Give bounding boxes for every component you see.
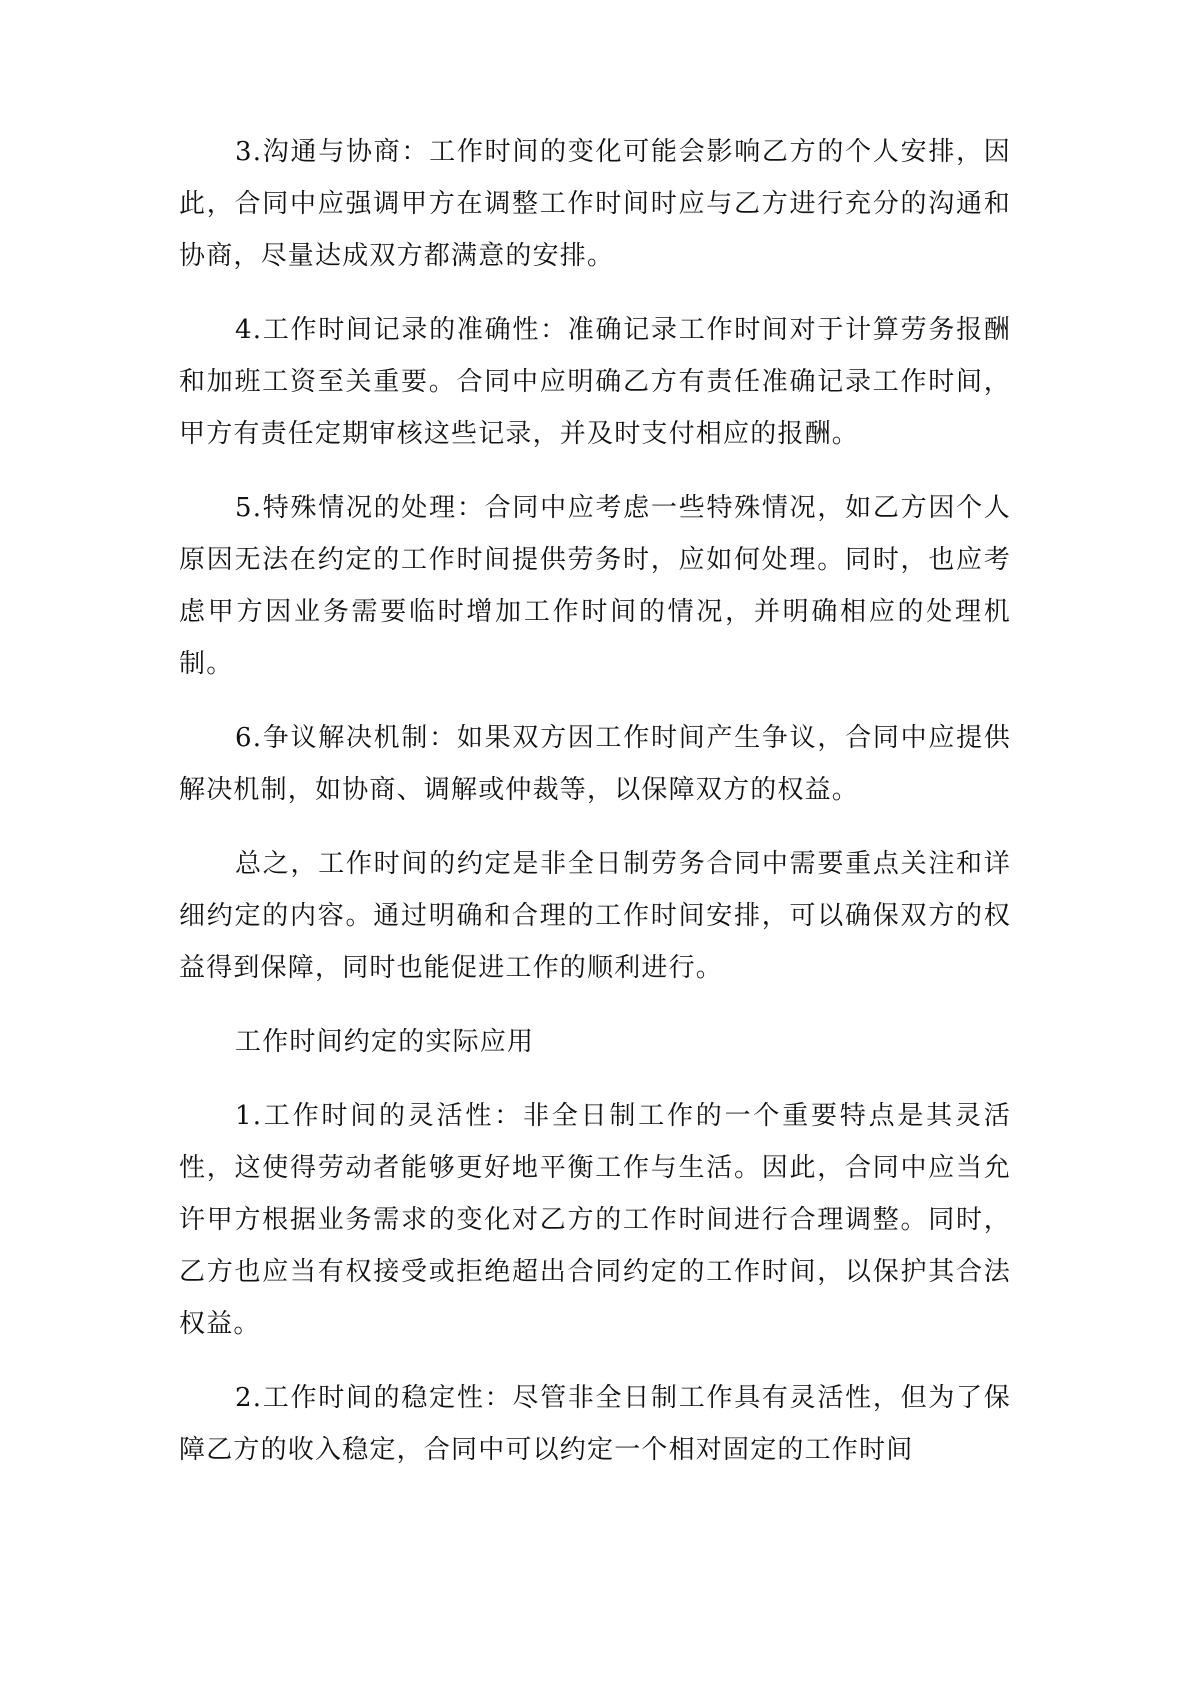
document-body xyxy=(179,126,1011,1498)
section-heading: 工作时间约定的实际应用 xyxy=(235,1027,535,1057)
paragraph-time-records: 4.工作时间记录的准确性：准确记录工作时间对于计算劳务报酬和加班工资至关重要。合同中应明确乙方有责任准确记录工作时间，甲方有责任定期审核这些记录，并及时支付相应的报酬。 xyxy=(179,315,1011,449)
paragraph-flexibility: 1.工作时间的灵活性：非全日制工作的一个重要特点是其灵活性，这使得劳动者能够更好地平衡工作与生活。因此，合同中应当允许甲方根据业务需求的变化对乙方的工作时间进行合理调整。同时，乙方也应当有权接受或拒绝超出合同约定的工作时间，以保护其合法权益。 xyxy=(179,1101,1011,1339)
paragraph-communication: 3.沟通与协商：工作时间的变化可能会影响乙方的个人安排，因此，合同中应强调甲方在调整工作时间时应与乙方进行充分的沟通和协商，尽量达成双方都满意的安排。 xyxy=(179,137,1011,271)
paragraph-stability: 2.工作时间的稳定性：尽管非全日制工作具有灵活性，但为了保障乙方的收入稳定，合同中可以约定一个相对固定的工作时间 xyxy=(179,1383,1011,1465)
paragraph-special-cases: 5.特殊情况的处理：合同中应考虑一些特殊情况，如乙方因个人原因无法在约定的工作时间提供劳务时，应如何处理。同时，也应考虑甲方因业务需要临时增加工作时间的情况，并明确相应的处理机制。 xyxy=(179,493,1011,679)
paragraph-summary: 总之，工作时间的约定是非全日制劳务合同中需要重点关注和详细约定的内容。通过明确和合理的工作时间安排，可以确保双方的权益得到保障，同时也能促进工作的顺利进行。 xyxy=(179,849,1011,983)
paragraph-dispute-resolution: 6.争议解决机制：如果双方因工作时间产生争议，合同中应提供解决机制，如协商、调解或仲裁等，以保障双方的权益。 xyxy=(179,723,1011,805)
